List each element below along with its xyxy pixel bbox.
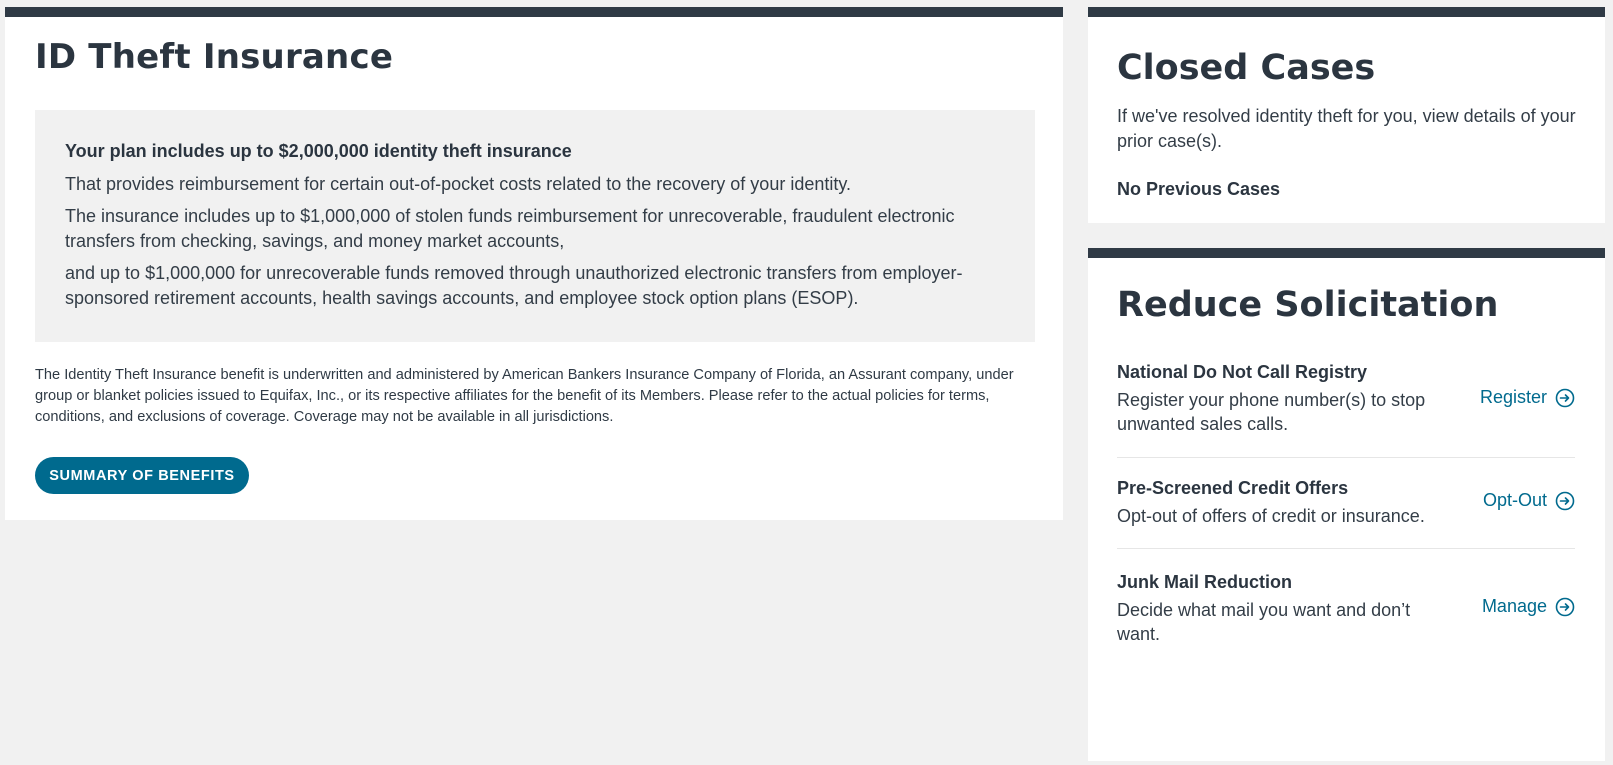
solicitation-item-description: Register your phone number(s) to stop unwanted sales calls. bbox=[1117, 390, 1426, 434]
plan-paragraph: The insurance includes up to $1,000,000 of stolen funds reimbursement for unrecoverable, fraudulent electronic transfers from checking, savings, and money market accounts, bbox=[65, 206, 955, 251]
insurance-title: ID Theft Insurance bbox=[35, 37, 394, 77]
manage-link-label: Manage bbox=[1481, 596, 1547, 616]
closed-cases-title: Closed Cases bbox=[1117, 48, 1376, 88]
plan-paragraph: That provides reimbursement for certain out-of-pocket costs related to the recovery of your identity. bbox=[65, 174, 852, 194]
reduce-solicitation-title: Reduce Solicitation bbox=[1117, 285, 1499, 325]
opt-out-link-label: Opt-Out bbox=[1482, 490, 1547, 510]
plan-heading: Your plan includes up to $2,000,000 identity theft insurance bbox=[65, 141, 572, 161]
manage-link[interactable] bbox=[1482, 596, 1575, 617]
reduce-solicitation-card bbox=[1088, 248, 1605, 761]
register-link[interactable] bbox=[1480, 387, 1575, 408]
solicitation-item-name: National Do Not Call Registry bbox=[1117, 362, 1368, 382]
closed-cases-card bbox=[1088, 7, 1605, 223]
id-theft-insurance-card bbox=[5, 7, 1063, 520]
solicitation-item-do-not-call bbox=[1117, 360, 1575, 458]
arrow-circle-right-icon bbox=[1555, 597, 1575, 617]
solicitation-item-description: Decide what mail you want and don’t want. bbox=[1117, 600, 1411, 644]
no-previous-cases-label: No Previous Cases bbox=[1117, 179, 1281, 199]
summary-of-benefits-button[interactable]: SUMMARY OF BENEFITS bbox=[35, 457, 249, 494]
arrow-circle-right-icon bbox=[1555, 491, 1575, 511]
plan-paragraph: and up to $1,000,000 for unrecoverable funds removed through unauthorized electronic transfers from employer-sponsored retirement accounts, health savings accounts, and employee stock option plans (ESOP). bbox=[65, 263, 963, 308]
solicitation-item-name: Junk Mail Reduction bbox=[1117, 572, 1293, 592]
arrow-circle-right-icon bbox=[1555, 388, 1575, 408]
solicitation-item-description: Opt-out of offers of credit or insurance. bbox=[1117, 506, 1425, 526]
solicitation-item-name: Pre-Screened Credit Offers bbox=[1117, 478, 1349, 498]
register-link-label: Register bbox=[1479, 387, 1547, 407]
closed-cases-description: If we've resolved identity theft for you, view details of your prior case(s). bbox=[1117, 106, 1576, 151]
solicitation-item-junk-mail bbox=[1117, 570, 1575, 660]
insurance-disclaimer: The Identity Theft Insurance benefit is underwritten and administered by American Bankers Insurance Company of Florida, an Assurant company, under group or blanket policies issued to Equifax, Inc., or its respective affiliates for the benefit of its Members. Please refer to the actual policies for terms, conditions, and exclusions of coverage. Coverage may not be available in all jurisdictions. bbox=[35, 367, 1014, 425]
solicitation-item-prescreened-offers bbox=[1117, 476, 1575, 549]
opt-out-link[interactable] bbox=[1483, 490, 1575, 511]
plan-summary-box bbox=[35, 110, 1035, 342]
